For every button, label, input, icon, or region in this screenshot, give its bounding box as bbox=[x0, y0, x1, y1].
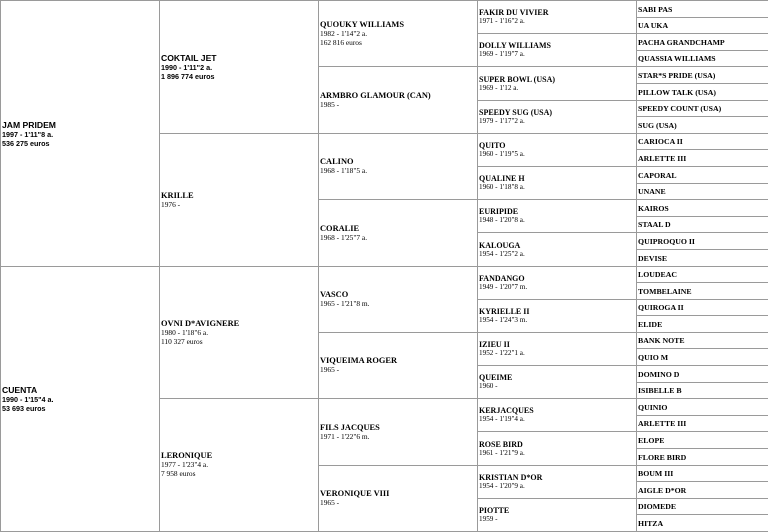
horse-name: STAR*S PRIDE (USA) bbox=[638, 70, 716, 80]
horse-name: EURIPIDE bbox=[479, 207, 519, 217]
pedigree-cell-subject-0 bbox=[0, 0, 160, 267]
horse-name: KALOUGA bbox=[479, 240, 521, 250]
pedigree-cell-gen5-8 bbox=[636, 133, 768, 150]
pedigree-cell-gen5-13 bbox=[636, 216, 768, 233]
horse-name: ROSE BIRD bbox=[479, 439, 523, 449]
pedigree-cell-gen4-3 bbox=[477, 100, 637, 134]
pedigree-cell-gen5-30 bbox=[636, 498, 768, 515]
horse-name: ISIBELLE B bbox=[638, 386, 682, 395]
horse-record: 1960 - 1'19"5 a. bbox=[479, 150, 525, 159]
horse-name: BOUM III bbox=[638, 469, 674, 478]
pedigree-cell-gen2-2 bbox=[159, 266, 319, 399]
pedigree-cell-gen5-24 bbox=[636, 398, 768, 416]
pedigree-cell-gen5-31 bbox=[636, 514, 768, 532]
horse-record: 1990 - 1'11"2 a. bbox=[161, 63, 213, 72]
horse-record: 1990 - 1'15"4 a. bbox=[2, 395, 54, 404]
horse-name: KRILLE bbox=[161, 190, 194, 200]
horse-name: QUIO M bbox=[638, 352, 669, 362]
horse-name: KERJACQUES bbox=[479, 406, 534, 416]
pedigree-cell-gen5-25 bbox=[636, 415, 768, 432]
pedigree-cell-gen3-5 bbox=[318, 332, 478, 399]
pedigree-cell-gen4-11 bbox=[477, 365, 637, 399]
horse-name: VASCO bbox=[320, 290, 349, 300]
horse-name: VIQUEIMA ROGER bbox=[320, 356, 398, 366]
horse-record: 1952 - 1'22"1 a. bbox=[479, 349, 525, 358]
horse-name: VERONIQUE VIII bbox=[320, 489, 390, 499]
pedigree-cell-gen5-20 bbox=[636, 332, 768, 349]
horse-name: QUITO bbox=[479, 141, 506, 151]
pedigree-cell-gen5-12 bbox=[636, 199, 768, 217]
horse-record: 1976 - bbox=[161, 199, 181, 209]
horse-name: QUALINE H bbox=[479, 174, 525, 184]
pedigree-cell-gen5-16 bbox=[636, 266, 768, 283]
horse-record: 1969 - 1'19"7 a. bbox=[479, 50, 525, 59]
horse-earnings: 536 275 euros bbox=[2, 138, 50, 148]
horse-name: SPEEDY SUG (USA) bbox=[479, 108, 553, 118]
horse-name: CARIOCA II bbox=[638, 137, 683, 146]
horse-earnings: 53 693 euros bbox=[2, 404, 46, 413]
pedigree-cell-gen4-1 bbox=[477, 33, 637, 67]
horse-name: LOUDEAC bbox=[638, 270, 677, 279]
pedigree-cell-gen2-1 bbox=[159, 133, 319, 267]
pedigree-cell-subject-1 bbox=[0, 266, 160, 532]
pedigree-cell-gen3-3 bbox=[318, 199, 478, 267]
pedigree-cell-gen5-2 bbox=[636, 33, 768, 51]
pedigree-cell-gen5-21 bbox=[636, 348, 768, 366]
horse-name: DOMINO D bbox=[638, 369, 680, 379]
horse-record: 1997 - 1'11"8 a. bbox=[2, 129, 54, 139]
horse-name: CORALIE bbox=[320, 223, 360, 233]
horse-earnings: 7 958 euros bbox=[161, 469, 196, 478]
pedigree-cell-gen3-4 bbox=[318, 266, 478, 333]
horse-name: PILLOW TALK (USA) bbox=[638, 87, 716, 97]
pedigree-cell-gen4-8 bbox=[477, 266, 637, 300]
horse-record: 1961 - 1'21"9 a. bbox=[479, 448, 525, 457]
horse-record: 1980 - 1'18"6 a. bbox=[161, 327, 209, 337]
horse-name: QUINIO bbox=[638, 402, 668, 412]
pedigree-cell-gen4-14 bbox=[477, 465, 637, 499]
horse-earnings: 1 896 774 euros bbox=[161, 72, 215, 81]
pedigree-cell-gen5-18 bbox=[636, 299, 768, 316]
horse-name: JAM PRIDEM bbox=[2, 119, 56, 130]
horse-name: SABI PAS bbox=[638, 4, 673, 14]
horse-record: 1971 - 1'22"6 m. bbox=[320, 431, 370, 441]
horse-name: IZIEU II bbox=[479, 340, 510, 350]
horse-record: 1960 - bbox=[479, 382, 498, 391]
horse-name: QUIROGA II bbox=[638, 303, 684, 312]
horse-name: HITZA bbox=[638, 518, 664, 528]
horse-name: ARMBRO GLAMOUR (CAN) bbox=[320, 90, 431, 100]
horse-name: SUG (USA) bbox=[638, 120, 677, 130]
horse-name: STAAL D bbox=[638, 220, 671, 229]
horse-name: SPEEDY COUNT (USA) bbox=[638, 104, 722, 113]
horse-name: SUPER BOWL (USA) bbox=[479, 74, 556, 84]
horse-record: 1979 - 1'17"2 a. bbox=[479, 117, 525, 126]
pedigree-cell-gen3-0 bbox=[318, 0, 478, 67]
horse-name: FANDANGO bbox=[479, 274, 525, 284]
horse-record: 1971 - 1'16"2 a. bbox=[479, 17, 525, 26]
horse-record: 1949 - 1'20"7 m. bbox=[479, 283, 528, 292]
pedigree-cell-gen4-6 bbox=[477, 199, 637, 233]
pedigree-cell-gen5-23 bbox=[636, 382, 768, 399]
horse-name: ARLETTE III bbox=[638, 419, 687, 428]
horse-name: CUENTA bbox=[2, 385, 38, 395]
horse-name: PACHA GRANDCHAMP bbox=[638, 37, 725, 47]
horse-name: DIOMEDE bbox=[638, 502, 677, 511]
horse-record: 1982 - 1'14"2 a. bbox=[320, 28, 368, 38]
pedigree-cell-gen5-27 bbox=[636, 448, 768, 466]
horse-name: QUASSIA WILLIAMS bbox=[638, 54, 716, 63]
pedigree-cell-gen5-5 bbox=[636, 83, 768, 101]
pedigree-cell-gen4-13 bbox=[477, 431, 637, 466]
pedigree-cell-gen4-15 bbox=[477, 498, 637, 532]
horse-name: ELIDE bbox=[638, 319, 663, 329]
pedigree-cell-gen4-10 bbox=[477, 332, 637, 366]
pedigree-cell-gen4-5 bbox=[477, 166, 637, 200]
horse-record: 1954 - 1'19"4 a. bbox=[479, 415, 525, 424]
pedigree-cell-gen5-29 bbox=[636, 481, 768, 499]
pedigree-cell-gen3-2 bbox=[318, 133, 478, 200]
pedigree-cell-gen5-28 bbox=[636, 465, 768, 482]
horse-record: 1965 - bbox=[320, 498, 340, 508]
horse-name: BANK NOTE bbox=[638, 336, 685, 345]
horse-record: 1960 - 1'18"8 a. bbox=[479, 183, 525, 192]
pedigree-cell-gen5-0 bbox=[636, 0, 768, 18]
pedigree-cell-gen4-9 bbox=[477, 299, 637, 333]
horse-record: 1977 - 1'23"4 a. bbox=[161, 460, 209, 470]
horse-earnings: 110 327 euros bbox=[161, 336, 203, 346]
pedigree-cell-gen5-10 bbox=[636, 166, 768, 184]
horse-earnings: 162 816 euros bbox=[320, 37, 362, 47]
pedigree-cell-gen5-22 bbox=[636, 365, 768, 383]
horse-name: ELOPE bbox=[638, 435, 665, 445]
pedigree-cell-gen5-6 bbox=[636, 100, 768, 117]
horse-name: QUIPROQUO II bbox=[638, 236, 695, 246]
horse-name: FLORE BIRD bbox=[638, 452, 687, 462]
pedigree-cell-gen4-7 bbox=[477, 232, 637, 267]
horse-record: 1948 - 1'20"8 a. bbox=[479, 216, 525, 225]
pedigree-cell-gen2-3 bbox=[159, 398, 319, 532]
horse-record: 1954 - 1'20"9 a. bbox=[479, 482, 525, 491]
horse-name: UNANE bbox=[638, 187, 666, 196]
pedigree-cell-gen4-12 bbox=[477, 398, 637, 432]
horse-name: DOLLY WILLIAMS bbox=[479, 41, 551, 51]
horse-name: FAKIR DU VIVIER bbox=[479, 8, 549, 18]
horse-record: 1954 - 1'24"3 m. bbox=[479, 316, 528, 325]
horse-name: CAPORAL bbox=[638, 170, 677, 180]
horse-name: TOMBELAINE bbox=[638, 286, 692, 296]
pedigree-cell-gen5-17 bbox=[636, 282, 768, 300]
horse-name: CALINO bbox=[320, 157, 354, 167]
horse-name: UA UKA bbox=[638, 21, 669, 30]
horse-record: 1968 - 1'25"7 a. bbox=[320, 232, 368, 242]
pedigree-cell-gen5-4 bbox=[636, 66, 768, 84]
pedigree-cell-gen3-7 bbox=[318, 465, 478, 532]
horse-record: 1954 - 1'25"2 a. bbox=[479, 249, 525, 258]
horse-name: QUEIME bbox=[479, 373, 513, 383]
pedigree-cell-gen4-0 bbox=[477, 0, 637, 34]
horse-name: LERONIQUE bbox=[161, 451, 213, 461]
pedigree-cell-gen2-0 bbox=[159, 0, 319, 134]
pedigree-cell-gen5-14 bbox=[636, 232, 768, 250]
horse-record: 1965 - bbox=[320, 365, 340, 375]
pedigree-cell-gen5-9 bbox=[636, 149, 768, 167]
pedigree-cell-gen4-4 bbox=[477, 133, 637, 167]
horse-name: KAIROS bbox=[638, 203, 669, 213]
pedigree-cell-gen5-7 bbox=[636, 116, 768, 134]
pedigree-cell-gen3-1 bbox=[318, 66, 478, 134]
pedigree-cell-gen5-3 bbox=[636, 50, 768, 67]
horse-record: 1965 - 1'21"8 m. bbox=[320, 299, 370, 309]
pedigree-cell-gen5-15 bbox=[636, 249, 768, 267]
horse-name: KYRIELLE II bbox=[479, 307, 530, 317]
horse-name: PIOTTE bbox=[479, 506, 510, 516]
pedigree-cell-gen4-2 bbox=[477, 66, 637, 101]
horse-name: ARLETTE III bbox=[638, 153, 687, 163]
horse-name: DEVISE bbox=[638, 253, 668, 263]
pedigree-cell-gen3-6 bbox=[318, 398, 478, 466]
pedigree-cell-gen5-19 bbox=[636, 315, 768, 333]
horse-record: 1968 - 1'18"5 a. bbox=[320, 166, 368, 176]
horse-name: OVNI D*AVIGNERE bbox=[161, 318, 240, 328]
horse-name: COKTAIL JET bbox=[161, 53, 217, 63]
horse-record: 1959 - bbox=[479, 515, 498, 524]
horse-record: 1969 - 1'12 a. bbox=[479, 83, 519, 92]
pedigree-cell-gen5-26 bbox=[636, 431, 768, 449]
horse-name: AIGLE D*OR bbox=[638, 485, 687, 495]
pedigree-cell-gen5-11 bbox=[636, 183, 768, 200]
pedigree-cell-gen5-1 bbox=[636, 17, 768, 34]
horse-name: QUOUKY WILLIAMS bbox=[320, 19, 404, 29]
horse-name: FILS JACQUES bbox=[320, 422, 380, 432]
horse-name: KRISTIAN D*OR bbox=[479, 473, 543, 483]
horse-record: 1985 - bbox=[320, 99, 340, 109]
